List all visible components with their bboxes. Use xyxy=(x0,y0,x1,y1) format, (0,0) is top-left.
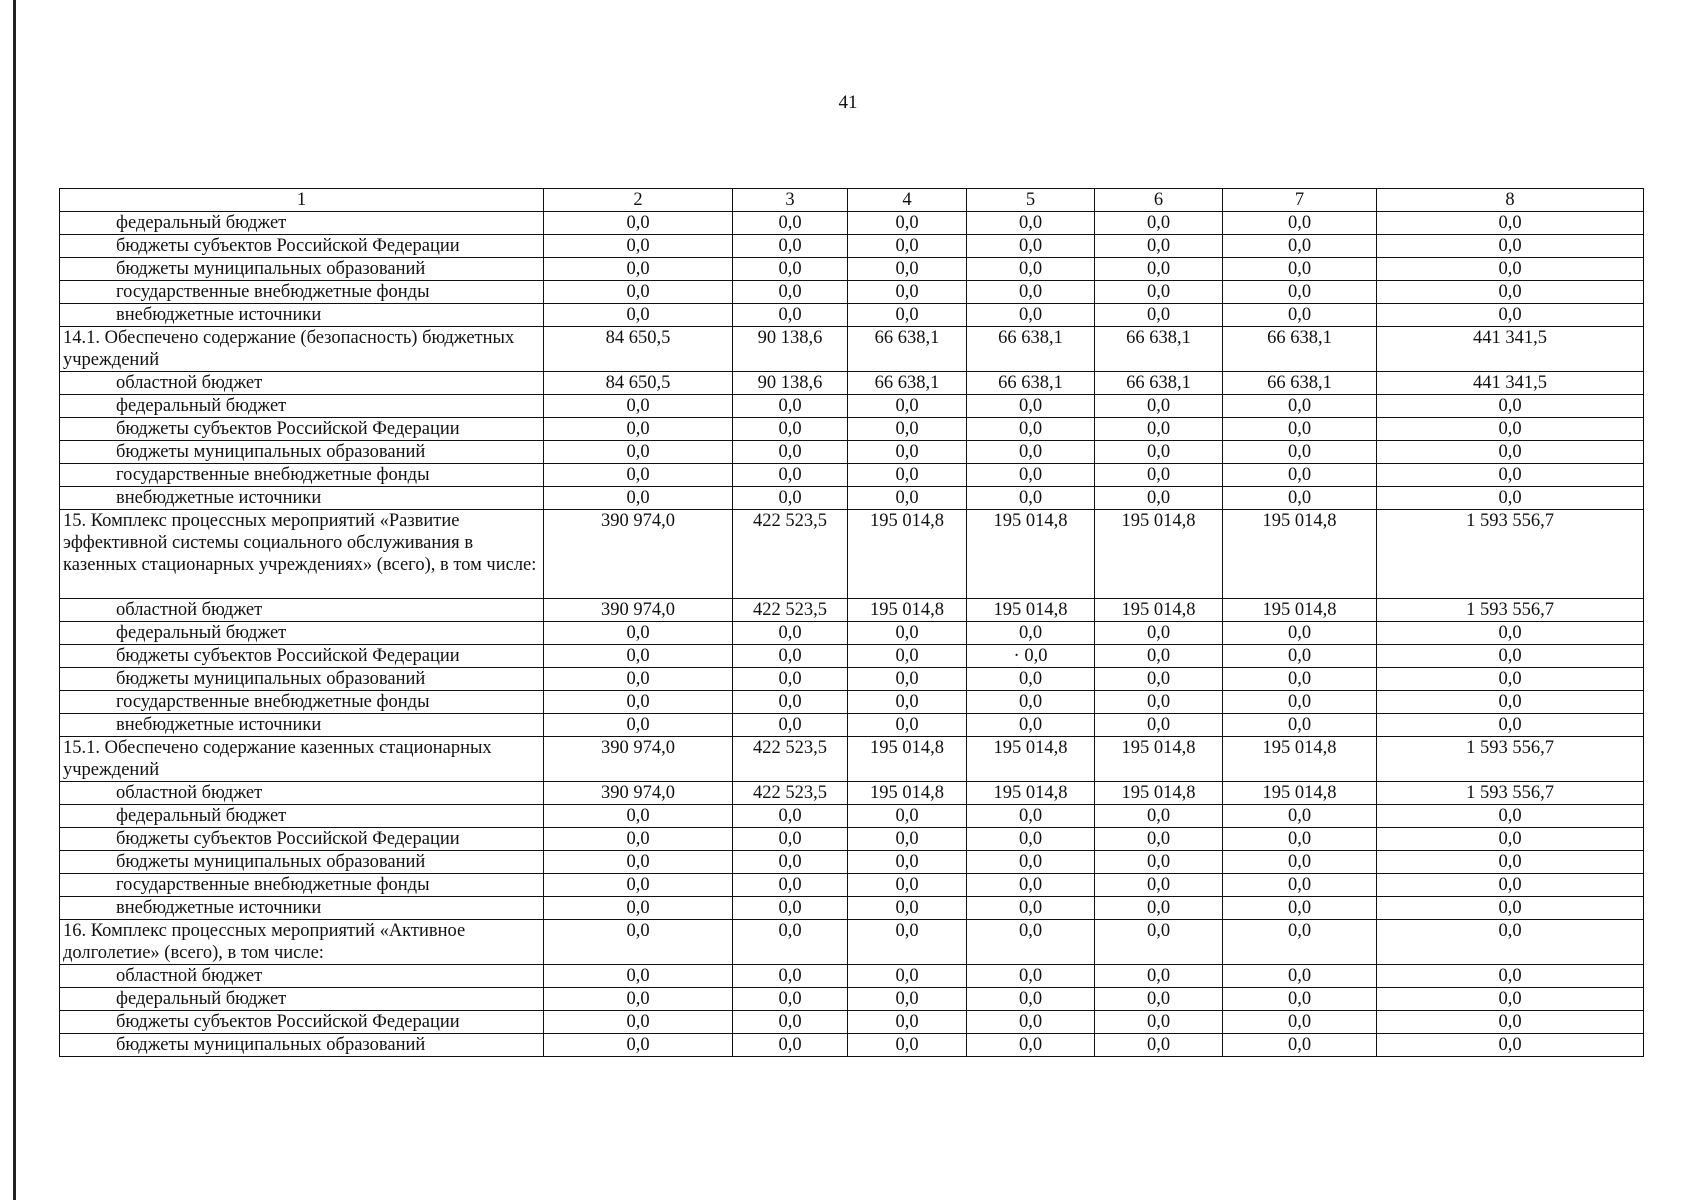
value-cell: 0,0 xyxy=(544,395,733,418)
table-row-source xyxy=(60,372,1644,395)
value-cell: 0,0 xyxy=(1223,645,1377,668)
value-cell: 0,0 xyxy=(848,1011,967,1034)
value-cell: 0,0 xyxy=(1095,464,1223,487)
value-cell: 66 638,1 xyxy=(1095,372,1223,395)
value-cell: 0,0 xyxy=(1095,645,1223,668)
value-cell: 0,0 xyxy=(848,920,967,965)
value-cell: 0,0 xyxy=(1377,691,1644,714)
value-cell: 0,0 xyxy=(733,1011,848,1034)
value-cell: 0,0 xyxy=(1377,805,1644,828)
value-cell: 441 341,5 xyxy=(1377,372,1644,395)
value-cell: 0,0 xyxy=(733,281,848,304)
table-row-source xyxy=(60,965,1644,988)
column-header: 2 xyxy=(544,189,733,212)
value-cell: 0,0 xyxy=(544,851,733,874)
table-row-item xyxy=(60,327,1644,372)
value-cell: 0,0 xyxy=(1377,965,1644,988)
value-cell: 195 014,8 xyxy=(1095,510,1223,599)
value-cell: 422 523,5 xyxy=(733,737,848,782)
table-row-source xyxy=(60,714,1644,737)
value-cell: 0,0 xyxy=(1095,874,1223,897)
value-cell: 422 523,5 xyxy=(733,510,848,599)
value-cell: 0,0 xyxy=(733,304,848,327)
header-row xyxy=(60,189,1644,212)
value-cell: 66 638,1 xyxy=(967,327,1095,372)
value-cell: 0,0 xyxy=(733,965,848,988)
table-row-source xyxy=(60,281,1644,304)
value-cell: 0,0 xyxy=(967,1011,1095,1034)
value-cell: · 0,0 xyxy=(967,645,1095,668)
value-cell: 195 014,8 xyxy=(1095,782,1223,805)
row-label: федеральный бюджет xyxy=(60,212,544,235)
value-cell: 0,0 xyxy=(1095,988,1223,1011)
value-cell: 441 341,5 xyxy=(1377,327,1644,372)
value-cell: 0,0 xyxy=(544,714,733,737)
value-cell: 0,0 xyxy=(967,395,1095,418)
value-cell: 0,0 xyxy=(1095,920,1223,965)
value-cell: 0,0 xyxy=(1223,1011,1377,1034)
value-cell: 0,0 xyxy=(1223,691,1377,714)
value-cell: 0,0 xyxy=(544,258,733,281)
value-cell: 0,0 xyxy=(967,828,1095,851)
table-row-source xyxy=(60,782,1644,805)
row-label: 15. Комплекс процессных мероприятий «Развитие эффективной системы социального обслуживания в казенных стационарных учреждениях» (всего), в том числе: xyxy=(60,510,544,599)
row-label: областной бюджет xyxy=(60,965,544,988)
row-label: внебюджетные источники xyxy=(60,714,544,737)
value-cell: 0,0 xyxy=(967,668,1095,691)
value-cell: 0,0 xyxy=(544,1034,733,1057)
value-cell: 195 014,8 xyxy=(848,510,967,599)
value-cell: 390 974,0 xyxy=(544,599,733,622)
row-label: 16. Комплекс процессных мероприятий «Активное долголетие» (всего), в том числе: xyxy=(60,920,544,965)
value-cell: 195 014,8 xyxy=(1223,510,1377,599)
row-label: бюджеты субъектов Российской Федерации xyxy=(60,828,544,851)
row-label: областной бюджет xyxy=(60,372,544,395)
table-row-source xyxy=(60,212,1644,235)
column-header: 6 xyxy=(1095,189,1223,212)
value-cell: 66 638,1 xyxy=(848,372,967,395)
value-cell: 0,0 xyxy=(1223,281,1377,304)
value-cell: 0,0 xyxy=(1095,1011,1223,1034)
value-cell: 0,0 xyxy=(967,920,1095,965)
value-cell: 0,0 xyxy=(848,988,967,1011)
value-cell: 0,0 xyxy=(1095,395,1223,418)
value-cell: 0,0 xyxy=(733,1034,848,1057)
page-number: 41 xyxy=(838,92,858,113)
value-cell: 0,0 xyxy=(1095,668,1223,691)
value-cell: 0,0 xyxy=(848,258,967,281)
table-row-source xyxy=(60,874,1644,897)
value-cell: 66 638,1 xyxy=(1095,327,1223,372)
value-cell: 0,0 xyxy=(733,645,848,668)
row-label: внебюджетные источники xyxy=(60,304,544,327)
value-cell: 1 593 556,7 xyxy=(1377,737,1644,782)
value-cell: 0,0 xyxy=(1095,1034,1223,1057)
value-cell: 195 014,8 xyxy=(967,599,1095,622)
value-cell: 0,0 xyxy=(544,965,733,988)
row-label: федеральный бюджет xyxy=(60,805,544,828)
value-cell: 0,0 xyxy=(733,464,848,487)
value-cell: 0,0 xyxy=(733,874,848,897)
value-cell: 0,0 xyxy=(733,258,848,281)
value-cell: 90 138,6 xyxy=(733,372,848,395)
table-row-source xyxy=(60,258,1644,281)
value-cell: 0,0 xyxy=(1223,714,1377,737)
value-cell: 0,0 xyxy=(733,418,848,441)
value-cell: 0,0 xyxy=(848,1034,967,1057)
value-cell: 0,0 xyxy=(1223,920,1377,965)
value-cell: 0,0 xyxy=(848,828,967,851)
value-cell: 0,0 xyxy=(967,235,1095,258)
value-cell: 0,0 xyxy=(1223,965,1377,988)
table-row-source xyxy=(60,645,1644,668)
column-header: 4 xyxy=(848,189,967,212)
column-header: 1 xyxy=(60,189,544,212)
value-cell: 0,0 xyxy=(967,874,1095,897)
column-header: 3 xyxy=(733,189,848,212)
value-cell: 0,0 xyxy=(544,281,733,304)
value-cell: 0,0 xyxy=(733,920,848,965)
table-row-item xyxy=(60,510,1644,599)
table-row-source xyxy=(60,828,1644,851)
value-cell: 195 014,8 xyxy=(1095,599,1223,622)
value-cell: 0,0 xyxy=(1095,714,1223,737)
value-cell: 0,0 xyxy=(544,805,733,828)
table-row-source xyxy=(60,395,1644,418)
value-cell: 195 014,8 xyxy=(1223,782,1377,805)
table-row-source xyxy=(60,304,1644,327)
value-cell: 0,0 xyxy=(1223,418,1377,441)
table-row-source xyxy=(60,691,1644,714)
value-cell: 0,0 xyxy=(848,441,967,464)
value-cell: 0,0 xyxy=(967,897,1095,920)
value-cell: 0,0 xyxy=(1095,691,1223,714)
value-cell: 0,0 xyxy=(1095,258,1223,281)
value-cell: 0,0 xyxy=(733,668,848,691)
value-cell: 0,0 xyxy=(1223,258,1377,281)
table-row-item xyxy=(60,737,1644,782)
value-cell: 195 014,8 xyxy=(967,782,1095,805)
value-cell: 0,0 xyxy=(1377,622,1644,645)
value-cell: 0,0 xyxy=(733,691,848,714)
value-cell: 0,0 xyxy=(1223,395,1377,418)
value-cell: 0,0 xyxy=(544,441,733,464)
value-cell: 195 014,8 xyxy=(848,599,967,622)
row-label: федеральный бюджет xyxy=(60,988,544,1011)
row-label: внебюджетные источники xyxy=(60,487,544,510)
value-cell: 0,0 xyxy=(733,441,848,464)
value-cell: 0,0 xyxy=(544,212,733,235)
value-cell: 0,0 xyxy=(544,418,733,441)
value-cell: 0,0 xyxy=(544,1011,733,1034)
value-cell: 0,0 xyxy=(1377,874,1644,897)
value-cell: 0,0 xyxy=(1095,805,1223,828)
value-cell: 84 650,5 xyxy=(544,327,733,372)
value-cell: 0,0 xyxy=(1095,851,1223,874)
value-cell: 0,0 xyxy=(1223,212,1377,235)
value-cell: 0,0 xyxy=(848,622,967,645)
value-cell: 422 523,5 xyxy=(733,782,848,805)
value-cell: 0,0 xyxy=(1223,828,1377,851)
value-cell: 0,0 xyxy=(1223,622,1377,645)
row-label: федеральный бюджет xyxy=(60,622,544,645)
budget-table xyxy=(59,188,1644,1057)
value-cell: 0,0 xyxy=(848,212,967,235)
value-cell: 0,0 xyxy=(848,304,967,327)
value-cell: 0,0 xyxy=(1377,281,1644,304)
value-cell: 0,0 xyxy=(1095,487,1223,510)
value-cell: 0,0 xyxy=(1223,464,1377,487)
row-label: областной бюджет xyxy=(60,782,544,805)
value-cell: 0,0 xyxy=(848,645,967,668)
value-cell: 390 974,0 xyxy=(544,510,733,599)
value-cell: 0,0 xyxy=(1377,645,1644,668)
row-label: федеральный бюджет xyxy=(60,395,544,418)
row-label: бюджеты субъектов Российской Федерации xyxy=(60,645,544,668)
value-cell: 66 638,1 xyxy=(967,372,1095,395)
value-cell: 0,0 xyxy=(733,487,848,510)
value-cell: 0,0 xyxy=(967,304,1095,327)
value-cell: 0,0 xyxy=(1095,281,1223,304)
value-cell: 0,0 xyxy=(967,281,1095,304)
value-cell: 0,0 xyxy=(544,874,733,897)
value-cell: 0,0 xyxy=(967,851,1095,874)
column-header: 8 xyxy=(1377,189,1644,212)
value-cell: 0,0 xyxy=(848,714,967,737)
table-row-source xyxy=(60,668,1644,691)
value-cell: 0,0 xyxy=(1377,668,1644,691)
value-cell: 0,0 xyxy=(1223,805,1377,828)
value-cell: 1 593 556,7 xyxy=(1377,599,1644,622)
table-row-source xyxy=(60,418,1644,441)
row-label: бюджеты субъектов Российской Федерации xyxy=(60,1011,544,1034)
value-cell: 0,0 xyxy=(1095,418,1223,441)
row-label: бюджеты муниципальных образований xyxy=(60,851,544,874)
value-cell: 0,0 xyxy=(1095,235,1223,258)
value-cell: 0,0 xyxy=(848,897,967,920)
value-cell: 0,0 xyxy=(848,418,967,441)
value-cell: 0,0 xyxy=(1095,828,1223,851)
value-cell: 0,0 xyxy=(1377,441,1644,464)
value-cell: 0,0 xyxy=(1377,988,1644,1011)
column-header: 5 xyxy=(967,189,1095,212)
value-cell: 1 593 556,7 xyxy=(1377,782,1644,805)
value-cell: 195 014,8 xyxy=(967,737,1095,782)
value-cell: 0,0 xyxy=(1377,418,1644,441)
value-cell: 0,0 xyxy=(1377,304,1644,327)
value-cell: 0,0 xyxy=(1095,965,1223,988)
value-cell: 0,0 xyxy=(1377,212,1644,235)
value-cell: 195 014,8 xyxy=(848,782,967,805)
value-cell: 0,0 xyxy=(1223,874,1377,897)
value-cell: 195 014,8 xyxy=(1223,737,1377,782)
row-label: государственные внебюджетные фонды xyxy=(60,691,544,714)
table-row-source xyxy=(60,464,1644,487)
value-cell: 0,0 xyxy=(848,487,967,510)
value-cell: 0,0 xyxy=(544,691,733,714)
row-label: бюджеты субъектов Российской Федерации xyxy=(60,235,544,258)
value-cell: 0,0 xyxy=(1095,304,1223,327)
table-row-source xyxy=(60,441,1644,464)
value-cell: 0,0 xyxy=(733,897,848,920)
value-cell: 195 014,8 xyxy=(1223,599,1377,622)
value-cell: 0,0 xyxy=(848,281,967,304)
table-row-source xyxy=(60,1034,1644,1057)
value-cell: 0,0 xyxy=(967,441,1095,464)
value-cell: 195 014,8 xyxy=(967,510,1095,599)
value-cell: 0,0 xyxy=(848,235,967,258)
value-cell: 0,0 xyxy=(733,212,848,235)
value-cell: 66 638,1 xyxy=(1223,372,1377,395)
table-row-source xyxy=(60,851,1644,874)
table-body xyxy=(60,189,1644,1057)
row-label: областной бюджет xyxy=(60,599,544,622)
row-label: бюджеты субъектов Российской Федерации xyxy=(60,418,544,441)
value-cell: 66 638,1 xyxy=(848,327,967,372)
value-cell: 0,0 xyxy=(1377,828,1644,851)
value-cell: 0,0 xyxy=(1377,920,1644,965)
value-cell: 0,0 xyxy=(544,897,733,920)
value-cell: 1 593 556,7 xyxy=(1377,510,1644,599)
row-label: государственные внебюджетные фонды xyxy=(60,464,544,487)
scan-left-edge xyxy=(13,0,16,1200)
value-cell: 0,0 xyxy=(848,851,967,874)
value-cell: 0,0 xyxy=(1095,212,1223,235)
value-cell: 0,0 xyxy=(848,691,967,714)
value-cell: 0,0 xyxy=(848,805,967,828)
value-cell: 0,0 xyxy=(544,988,733,1011)
table-row-source xyxy=(60,805,1644,828)
value-cell: 0,0 xyxy=(544,304,733,327)
value-cell: 84 650,5 xyxy=(544,372,733,395)
value-cell: 0,0 xyxy=(967,805,1095,828)
value-cell: 0,0 xyxy=(1095,441,1223,464)
value-cell: 0,0 xyxy=(1377,258,1644,281)
column-header: 7 xyxy=(1223,189,1377,212)
value-cell: 0,0 xyxy=(544,645,733,668)
table-row-source xyxy=(60,235,1644,258)
value-cell: 0,0 xyxy=(1377,1034,1644,1057)
row-label: 15.1. Обеспечено содержание казенных стационарных учреждений xyxy=(60,737,544,782)
value-cell: 0,0 xyxy=(967,418,1095,441)
value-cell: 0,0 xyxy=(544,235,733,258)
value-cell: 390 974,0 xyxy=(544,737,733,782)
value-cell: 195 014,8 xyxy=(848,737,967,782)
table-row-source xyxy=(60,1011,1644,1034)
row-label: бюджеты муниципальных образований xyxy=(60,1034,544,1057)
value-cell: 0,0 xyxy=(1095,622,1223,645)
value-cell: 0,0 xyxy=(544,920,733,965)
value-cell: 0,0 xyxy=(733,395,848,418)
table-row-source xyxy=(60,487,1644,510)
value-cell: 0,0 xyxy=(967,258,1095,281)
table-row-item xyxy=(60,920,1644,965)
value-cell: 0,0 xyxy=(967,487,1095,510)
value-cell: 422 523,5 xyxy=(733,599,848,622)
value-cell: 0,0 xyxy=(733,235,848,258)
value-cell: 0,0 xyxy=(1223,668,1377,691)
value-cell: 0,0 xyxy=(1377,851,1644,874)
value-cell: 0,0 xyxy=(1223,851,1377,874)
value-cell: 0,0 xyxy=(1223,487,1377,510)
row-label: государственные внебюджетные фонды xyxy=(60,281,544,304)
value-cell: 0,0 xyxy=(967,464,1095,487)
value-cell: 0,0 xyxy=(1377,897,1644,920)
value-cell: 0,0 xyxy=(733,828,848,851)
value-cell: 0,0 xyxy=(1095,897,1223,920)
value-cell: 90 138,6 xyxy=(733,327,848,372)
value-cell: 0,0 xyxy=(1223,897,1377,920)
row-label: внебюджетные источники xyxy=(60,897,544,920)
value-cell: 0,0 xyxy=(967,691,1095,714)
value-cell: 0,0 xyxy=(544,487,733,510)
value-cell: 0,0 xyxy=(967,988,1095,1011)
value-cell: 0,0 xyxy=(733,851,848,874)
value-cell: 0,0 xyxy=(848,965,967,988)
table-row-source xyxy=(60,988,1644,1011)
table-row-source xyxy=(60,622,1644,645)
value-cell: 0,0 xyxy=(967,714,1095,737)
value-cell: 0,0 xyxy=(1223,304,1377,327)
row-label: государственные внебюджетные фонды xyxy=(60,874,544,897)
value-cell: 0,0 xyxy=(1377,464,1644,487)
value-cell: 390 974,0 xyxy=(544,782,733,805)
row-label: 14.1. Обеспечено содержание (безопасность) бюджетных учреждений xyxy=(60,327,544,372)
value-cell: 0,0 xyxy=(1377,487,1644,510)
value-cell: 0,0 xyxy=(1223,235,1377,258)
row-label: бюджеты муниципальных образований xyxy=(60,668,544,691)
value-cell: 0,0 xyxy=(848,668,967,691)
value-cell: 0,0 xyxy=(733,805,848,828)
value-cell: 0,0 xyxy=(1377,714,1644,737)
value-cell: 0,0 xyxy=(544,622,733,645)
value-cell: 0,0 xyxy=(848,464,967,487)
value-cell: 0,0 xyxy=(544,828,733,851)
value-cell: 0,0 xyxy=(544,464,733,487)
value-cell: 195 014,8 xyxy=(1095,737,1223,782)
value-cell: 0,0 xyxy=(733,622,848,645)
value-cell: 0,0 xyxy=(848,874,967,897)
table-row-source xyxy=(60,897,1644,920)
value-cell: 0,0 xyxy=(1223,988,1377,1011)
value-cell: 0,0 xyxy=(1223,441,1377,464)
value-cell: 0,0 xyxy=(1377,395,1644,418)
row-label: бюджеты муниципальных образований xyxy=(60,258,544,281)
row-label: бюджеты муниципальных образований xyxy=(60,441,544,464)
value-cell: 0,0 xyxy=(967,212,1095,235)
value-cell: 0,0 xyxy=(733,714,848,737)
value-cell: 0,0 xyxy=(1377,235,1644,258)
value-cell: 66 638,1 xyxy=(1223,327,1377,372)
value-cell: 0,0 xyxy=(544,668,733,691)
value-cell: 0,0 xyxy=(1223,1034,1377,1057)
value-cell: 0,0 xyxy=(967,622,1095,645)
value-cell: 0,0 xyxy=(967,1034,1095,1057)
value-cell: 0,0 xyxy=(848,395,967,418)
table-row-source xyxy=(60,599,1644,622)
value-cell: 0,0 xyxy=(967,965,1095,988)
value-cell: 0,0 xyxy=(1377,1011,1644,1034)
value-cell: 0,0 xyxy=(733,988,848,1011)
